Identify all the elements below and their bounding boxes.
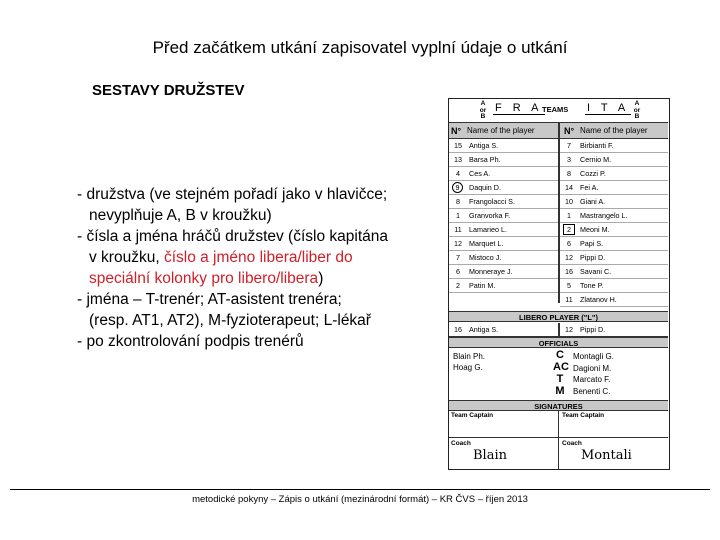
officials-band: OFFICIALS [449, 337, 668, 348]
player-name: Patin M. [469, 281, 496, 290]
player-name: Ces A. [469, 169, 491, 178]
table-row [449, 167, 559, 181]
player-number: 12 [565, 253, 573, 262]
player-name: Granvorka F. [469, 211, 511, 220]
list-item-line: (resp. AT1, AT2), M-fyzioterapeut; L-lékař [89, 312, 371, 329]
player-number: 13 [454, 155, 462, 164]
list-item-text: v kroužku, [89, 249, 164, 266]
table-row [560, 209, 668, 223]
list-item-line: - družstva (ve stejném pořadí jako v hlavičce; [77, 186, 388, 203]
player-name: Daquin D. [469, 183, 501, 192]
player-name: Giani A. [580, 197, 606, 206]
table-row [449, 181, 559, 195]
player-name: Monneraye J. [469, 267, 513, 276]
footer-divider [10, 489, 710, 490]
player-number: 8 [456, 197, 460, 206]
player-name: Marquet L. [469, 239, 504, 248]
libero-highlight-text: číslo a jméno libera/liber do [163, 249, 353, 266]
player-number: 11 [565, 295, 573, 304]
table-row [449, 265, 559, 279]
ab-marker-right: A or B [633, 100, 641, 120]
table-row [449, 237, 559, 251]
player-name: Fei A. [580, 183, 599, 192]
list-item [77, 331, 449, 352]
signatures-band: SIGNATURES [449, 400, 668, 411]
player-number: 8 [567, 169, 571, 178]
player-number: 6 [456, 267, 460, 276]
player-number: 11 [454, 225, 462, 234]
column-divider [558, 123, 560, 303]
player-name: Zlatanov H. [580, 295, 617, 304]
player-name: Frangolacci S. [469, 197, 515, 206]
table-row [560, 167, 668, 181]
list-item-line [77, 247, 449, 268]
table-row [449, 153, 559, 167]
player-number: 1 [456, 211, 460, 220]
column-divider [558, 323, 560, 337]
instruction-list [77, 184, 449, 352]
player-number: 2 [563, 224, 575, 235]
player-number: 6 [567, 239, 571, 248]
table-row [560, 195, 668, 209]
player-name: Birbianti F. [580, 141, 614, 150]
list-item-text: ) [318, 270, 324, 287]
libero-band: LIBERO PLAYER ("L") [449, 311, 668, 322]
table-row [560, 265, 668, 279]
table-row [560, 251, 668, 265]
official-role-letters: C AC T M [553, 349, 569, 397]
table-row [560, 139, 668, 153]
team-captain-label: Team Captain [451, 412, 494, 419]
team-right-name: I T A [587, 102, 630, 114]
player-number: 3 [567, 155, 571, 164]
libero-highlight-text: speciální kolonky pro libero/libera [89, 270, 319, 287]
player-number: 14 [565, 183, 573, 192]
list-item-line: - po zkontrolování podpis trenérů [77, 333, 304, 350]
player-number: 4 [456, 169, 460, 178]
table-row [560, 293, 668, 307]
table-row [449, 279, 559, 293]
coach-label: Coach [562, 440, 582, 447]
team-captain-label: Team Captain [562, 412, 605, 419]
list-item [77, 184, 449, 226]
player-number: 10 [565, 197, 573, 206]
table-row [449, 223, 559, 237]
column-header-left: N° Name of the player [449, 123, 559, 139]
coach-signature-right: Montali [581, 448, 632, 463]
list-item [77, 289, 449, 331]
list-item-line [77, 268, 449, 289]
player-number: 15 [454, 141, 462, 150]
player-number: 7 [567, 141, 571, 150]
player-name: Mastrangelo L. [580, 211, 628, 220]
table-row [449, 209, 559, 223]
player-number: 2 [456, 281, 460, 290]
column-divider [558, 411, 559, 469]
player-name: Mistoco J. [469, 253, 502, 262]
player-number: 16 [565, 267, 573, 276]
list-item-line: - jména – T-trenér; AT-asistent trenéra; [77, 291, 342, 308]
player-number: 1 [567, 211, 571, 220]
table-row [560, 181, 668, 195]
libero-row-right: 12 Pippi D. [560, 323, 668, 337]
player-name: Tone P. [580, 281, 604, 290]
list-item [77, 226, 449, 289]
teams-header [449, 99, 668, 123]
page-title: Před začátkem utkání zapisovatel vyplní údaje o utkání [152, 38, 568, 57]
list-item-line: - čísla a jména hráčů družstev (číslo kapitána [77, 228, 388, 245]
table-row [449, 139, 559, 153]
section-heading: SESTAVY DRUŽSTEV [92, 82, 245, 99]
officials-right: Montagli G. Dagioni M. Marcato F. Benenti C. [573, 352, 614, 396]
table-row [560, 223, 668, 237]
list-item-line: nevyplňuje A, B v kroužku) [89, 207, 272, 224]
player-name: Savani C. [580, 267, 612, 276]
table-row [560, 153, 668, 167]
player-name: Papi S. [580, 239, 604, 248]
player-name: Pippi D. [580, 253, 606, 262]
player-name: Antiga S. [469, 141, 499, 150]
ab-marker-left: A or B [479, 100, 487, 120]
player-name: Barsa Ph. [469, 155, 501, 164]
player-name: Cernio M. [580, 155, 612, 164]
coach-signature-left: Blain [473, 448, 507, 463]
player-number: 5 [567, 281, 571, 290]
player-number: 12 [454, 239, 462, 248]
player-number: 9 [452, 182, 463, 193]
player-number: 7 [456, 253, 460, 262]
libero-row-left: 16 Antiga S. [449, 323, 559, 337]
table-row [560, 237, 668, 251]
table-row [560, 279, 668, 293]
column-header-right: N° Name of the player [560, 123, 668, 139]
team-left-name: F R A [495, 102, 543, 114]
player-name: Lamarieo L. [469, 225, 507, 234]
table-row [449, 195, 559, 209]
table-row [449, 251, 559, 265]
coach-label: Coach [451, 440, 471, 447]
player-name: Meoni M. [580, 225, 610, 234]
teams-label: TEAMS [542, 105, 569, 114]
scoresheet-team-section [448, 98, 670, 470]
player-name: Cozzi P. [580, 169, 606, 178]
footer-text: metodické pokyny – Zápis o utkání (mezinárodní formát) – KR ČVS – říjen 2013 [192, 494, 528, 505]
officials-left: Blain Ph. Hoag G. [453, 352, 486, 372]
